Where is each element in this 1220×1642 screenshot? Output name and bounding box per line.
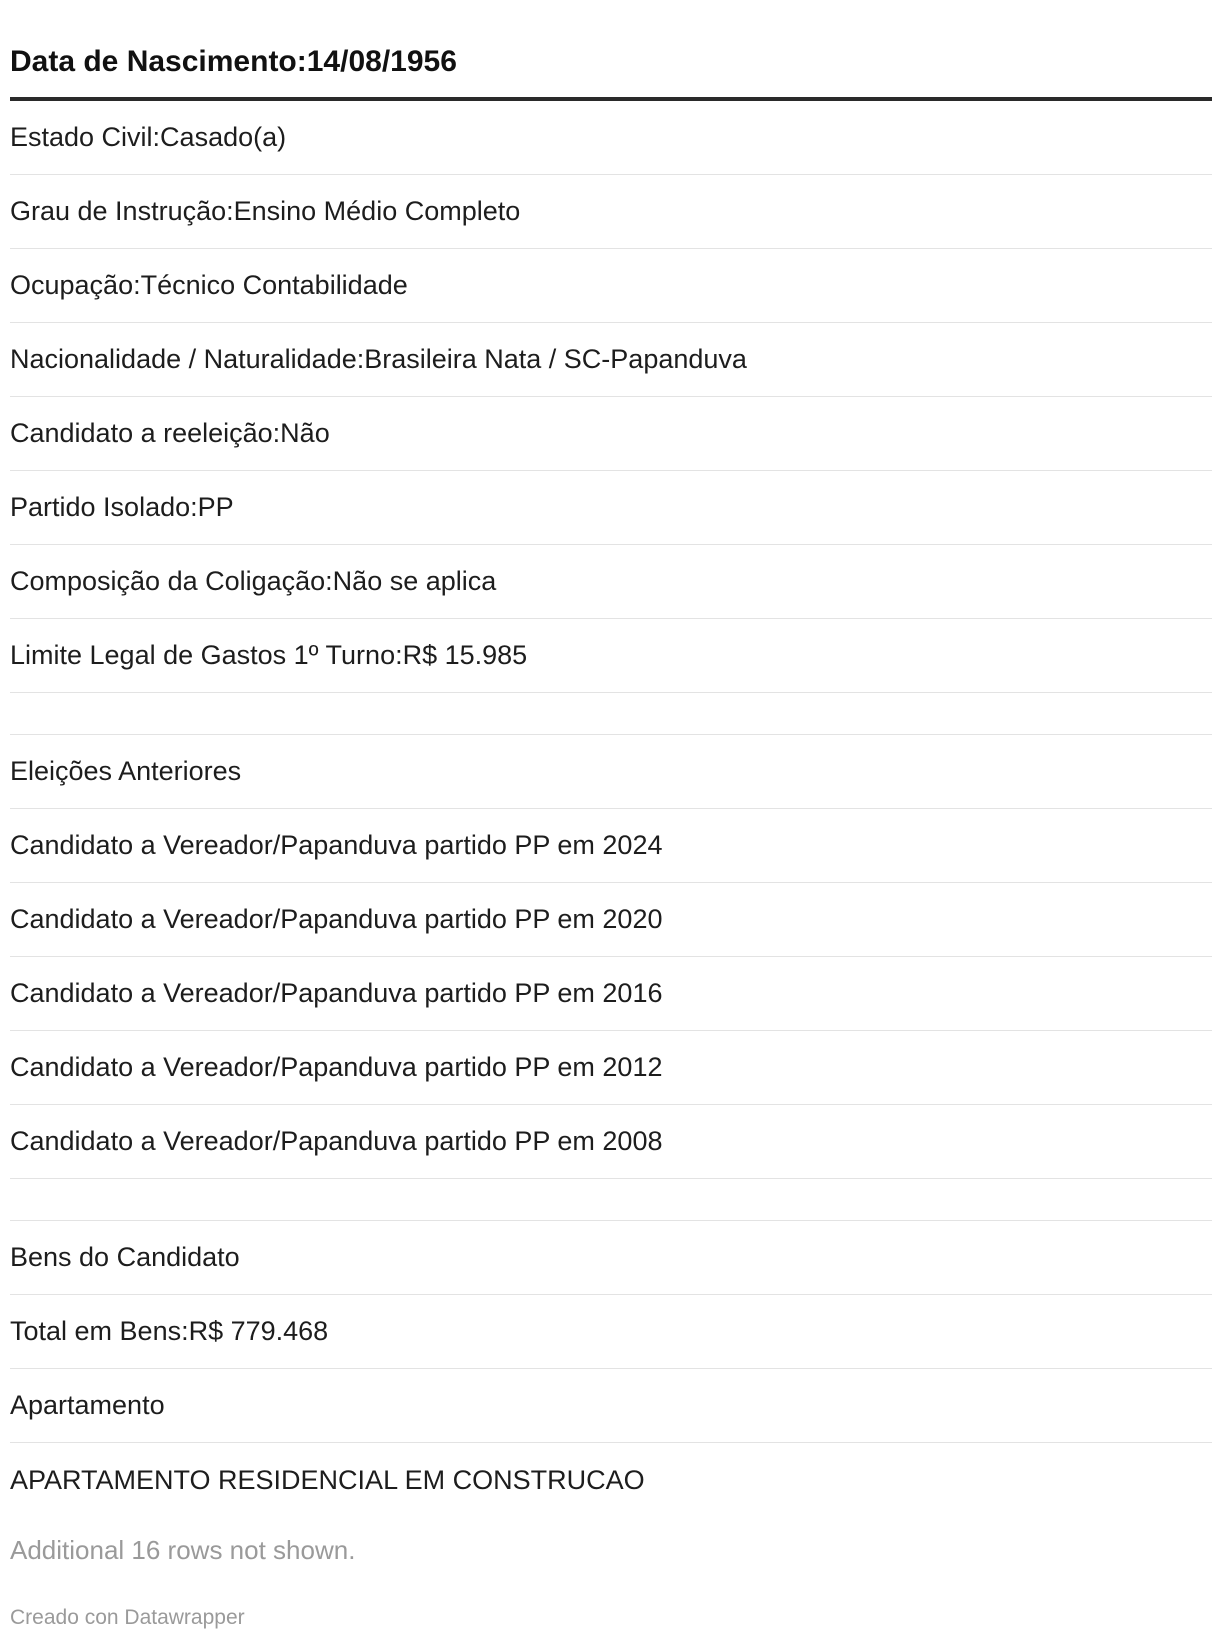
table-cell: Candidato a Vereador/Papanduva partido PP em 2008: [10, 1126, 663, 1156]
table-cell: Ocupação:Técnico Contabilidade: [10, 270, 408, 300]
table-row: [10, 619, 1212, 693]
attribution-link[interactable]: Creado con Datawrapper: [10, 1606, 245, 1629]
table-row: [10, 735, 1212, 809]
table-header: [10, 0, 1212, 101]
table-row: [10, 545, 1212, 619]
table-cell: Eleições Anteriores: [10, 756, 242, 786]
table-cell: Bens do Candidato: [10, 1242, 240, 1272]
table-row: [10, 175, 1212, 249]
table-row: [10, 1369, 1212, 1443]
table-row: [10, 101, 1212, 175]
table-row: [10, 1295, 1212, 1369]
table-cell: Composição da Coligação:Não se aplica: [10, 566, 497, 596]
table-cell: Candidato a Vereador/Papanduva partido PP em 2024: [10, 830, 663, 860]
table-cell: Apartamento: [10, 1390, 165, 1420]
table-cell: Nacionalidade / Naturalidade:Brasileira Nata / SC-Papanduva: [10, 344, 747, 374]
table-cell: Estado Civil:Casado(a): [10, 122, 287, 152]
table-cell: Total em Bens:R$ 779.468: [10, 1316, 329, 1346]
table-row: [10, 471, 1212, 545]
table-row: [10, 957, 1212, 1031]
table-row: [10, 883, 1212, 957]
table-row: [10, 809, 1212, 883]
table-row: [10, 323, 1212, 397]
table-row: [10, 1105, 1212, 1179]
table-row: [10, 249, 1212, 323]
table-cell: Candidato a Vereador/Papanduva partido PP em 2012: [10, 1052, 663, 1082]
table-cell: Candidato a Vereador/Papanduva partido PP em 2020: [10, 904, 663, 934]
data-table: [10, 0, 1212, 1517]
table-cell: Candidato a Vereador/Papanduva partido PP em 2016: [10, 978, 663, 1008]
column-header: Data de Nascimento:14/08/1956: [10, 45, 457, 78]
table-row: [10, 1221, 1212, 1295]
table-row: [10, 1031, 1212, 1105]
table-row: [10, 397, 1212, 471]
table-row-empty: [10, 693, 1212, 735]
table-cell: APARTAMENTO RESIDENCIAL EM CONSTRUCAO: [10, 1464, 645, 1495]
table-cell: Grau de Instrução:Ensino Médio Completo: [10, 196, 521, 226]
table-row-empty: [10, 1179, 1212, 1221]
table-row: [10, 1443, 1212, 1517]
table-cell: Partido Isolado:PP: [10, 492, 234, 522]
table-cell: Candidato a reeleição:Não: [10, 418, 330, 448]
table-cell: Limite Legal de Gastos 1º Turno:R$ 15.985: [10, 640, 528, 670]
table-notes: Additional 16 rows not shown.: [10, 1535, 356, 1565]
